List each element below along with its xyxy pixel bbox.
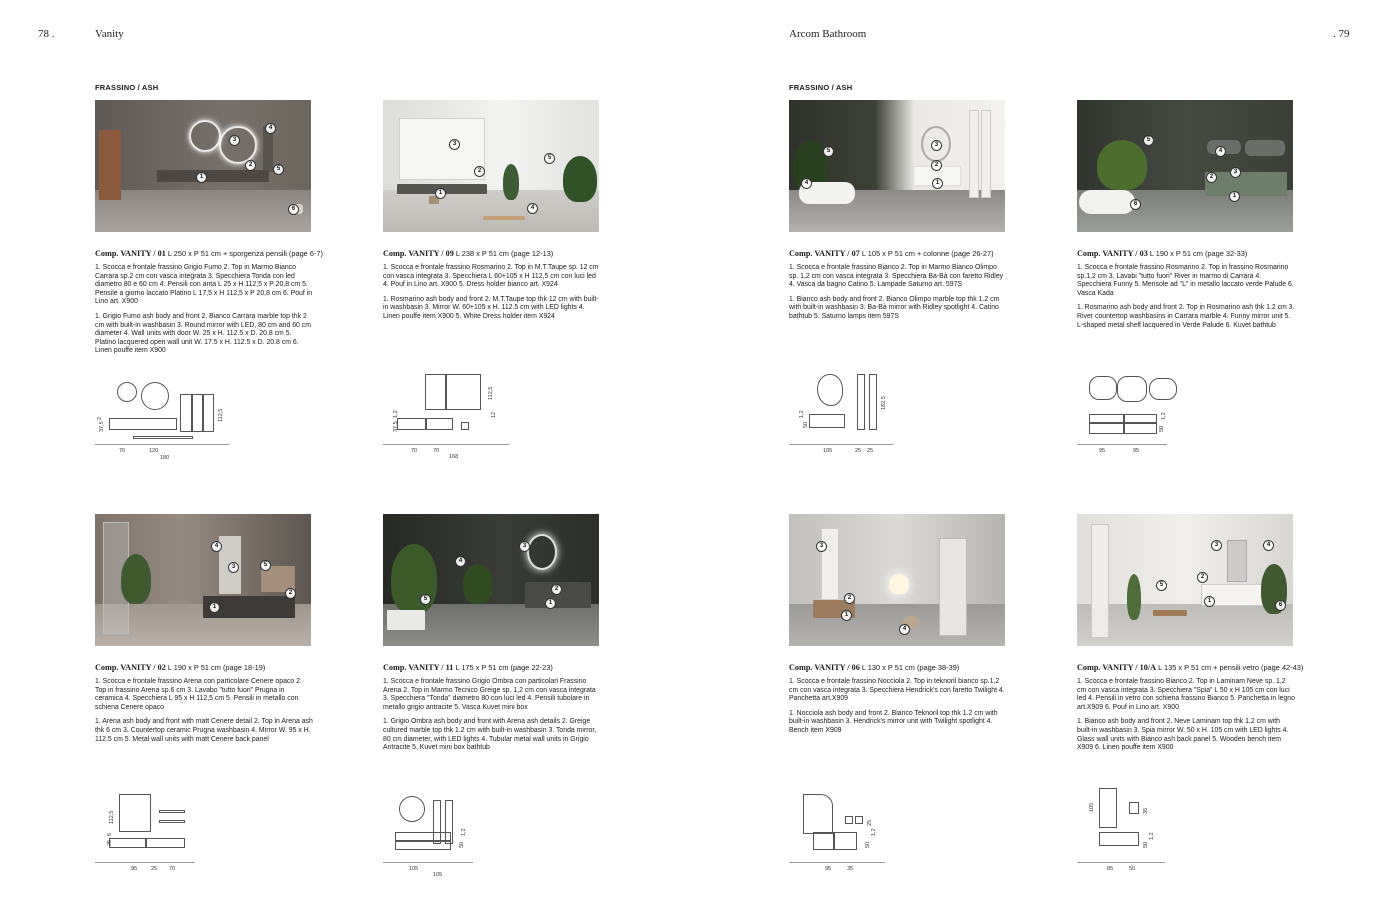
page-title-right: Arcom Bathroom — [789, 28, 867, 40]
description-english: 1. Bianco ash body and front 2. Neve Laminam top thk 1.2 cm with built-in washbasin 3. Spia mirror W. 50 x H. 105 cm with LED lights 4. Glass wall units with Bianco ash back panel 5. Wooden bench item X909 6. Linen pouffe item X900 — [1077, 718, 1289, 752]
composition-name: Comp. VANITY / 02 — [95, 663, 166, 672]
dimension-label: 1,2 — [393, 410, 399, 418]
marker-4: 4 — [899, 624, 910, 635]
marker-4: 4 — [455, 556, 466, 567]
dimension-label: 112,5 — [218, 408, 224, 422]
dimension-label: 6 — [107, 832, 113, 836]
marker-3: 3 — [931, 140, 942, 151]
composition-name: Comp. VANITY / 03 — [1077, 249, 1148, 258]
dimension-label: 112,5 — [488, 386, 494, 400]
dimension-label: 180 — [160, 455, 170, 461]
description-italian: 1. Scocca e frontale frassino Arena con particolare Cenere opaco 2. Top in frassino Arena sp.6 cm 3. Lavabo "tutto fuori" Prugna in ceramica 4. Specchiera L 95 x H 112,5 cm 5. Pensili in metallo con schiena Cenere opaco — [95, 678, 302, 711]
vanity-09-photo[interactable] — [383, 100, 599, 232]
marker-4: 4 — [1263, 540, 1274, 551]
dimension-label: 105 — [409, 866, 419, 872]
dimension-label: 50 — [1129, 866, 1136, 872]
dimension-label: 95 — [1099, 448, 1106, 454]
vanity-01-photo[interactable] — [95, 100, 311, 232]
description-italian: 1. Scocca e frontale frassino Bianco 2. Top in Laminam Neve sp. 1,2 cm con vasca integrata 3. Specchiera "Spia" L 50 x H 105 cm con luci led 4. Pensili in vetro con schiena frassino Bianco 5. Panchetta in legno art.X909 6. Pouf in Lino art. X900 — [1077, 678, 1295, 711]
composition-card-vanity-09 — [383, 100, 601, 322]
dimension-label: 1,2 — [1149, 832, 1155, 840]
vanity-10a-photo[interactable] — [1077, 514, 1293, 646]
dimension-label: 25 — [867, 448, 874, 454]
marker-4: 4 — [211, 541, 222, 552]
dimension-label: 95 — [825, 866, 832, 872]
marker-5: 5 — [1143, 135, 1154, 146]
section-label-left: FRASSINO / ASH — [95, 83, 159, 92]
composition-name: Comp. VANITY / 07 — [789, 249, 860, 258]
composition-card-vanity-06 — [789, 514, 1007, 736]
marker-3: 3 — [229, 135, 240, 146]
dimension-label: 1,2 — [799, 410, 805, 418]
dimension-label: 35 — [1143, 807, 1149, 814]
dimension-label: 50 — [1143, 841, 1149, 848]
vanity-11-technical-drawing — [383, 790, 543, 880]
dimension-label: 70 — [119, 448, 126, 454]
vanity-02-technical-drawing — [95, 790, 255, 880]
composition-title — [383, 663, 601, 672]
composition-title — [789, 249, 1007, 258]
composition-card-vanity-01 — [95, 100, 323, 356]
composition-dimensions: L 135 x P 51 cm + pensili vetro (page 42-43) — [1158, 663, 1304, 672]
composition-card-vanity-10a — [1077, 514, 1304, 753]
composition-dimensions: L 190 x P 51 cm (page 32-33) — [1149, 249, 1248, 258]
dimension-label: 50 — [1159, 425, 1165, 432]
dimension-label: 105 — [1089, 802, 1095, 812]
description-english: 1. Nocciola ash body and front 2. Bianco Teknoril top thk 1.2 cm with built-in washbasin 3. Hendrick's mirror unit with Twilight spotlight 4. Bench item X909 — [789, 709, 998, 734]
marker-1: 1 — [841, 610, 852, 621]
marker-2: 2 — [474, 166, 485, 177]
composition-name: Comp. VANITY / 09 — [383, 249, 454, 258]
dimension-label: 70 — [411, 448, 418, 454]
marker-1: 1 — [545, 598, 556, 609]
marker-6: 6 — [1275, 600, 1286, 611]
composition-card-vanity-07 — [789, 100, 1007, 322]
dimension-label: 70 — [433, 448, 440, 454]
page-title-left: Vanity — [95, 28, 124, 40]
marker-5: 5 — [544, 153, 555, 164]
composition-title — [789, 663, 1007, 672]
dimension-label: 50 — [803, 421, 809, 428]
composition-title — [383, 249, 601, 258]
marker-4: 4 — [801, 178, 812, 189]
dimension-label: 50 — [459, 841, 465, 848]
marker-5: 5 — [420, 594, 431, 605]
description-english: 1. Bianco ash body and front 2. Bianco Olimpo marble top thk 1.2 cm with built-in washbasin 3. Ba-Bà mirror with Ridley spotlight 4. Catino bathtub 5. Saturno lamps item 597S — [789, 295, 1000, 320]
description-italian: 1. Scocca e frontale frassino Grigio Fumo 2. Top in Marmo Bianco Carrara sp.2 cm con vasca integrata 3. Specchiera Tonda con led diametro 80 e 60 cm 4. Pensili con anta L 25 x H 112,5 x P 20,8 cm 5. Pensile a giorno laccato Platino L 17,5 x H 112,5 x P 20,8 cm 6. Pouf in Lino art. X900 — [95, 264, 313, 306]
dimension-label: 95 — [131, 866, 138, 872]
marker-4: 4 — [527, 203, 538, 214]
composition-card-vanity-11 — [383, 514, 601, 753]
dimension-label: 105 — [823, 448, 833, 454]
description-italian: 1. Scocca e frontale frassino Bianco 2. Top in Marmo Bianco Olimpo sp. 1,2 cm con vasca integrata 3. Specchiera Ba-Bà con faretto Ridley 4. Vasca da bagno Catino 5. Lampade Saturno art. 597S — [789, 264, 1004, 289]
vanity-11-photo[interactable] — [383, 514, 599, 646]
description-italian: 1. Scocca e frontale frassino Grigio Ombra con particolari Frassino Arena 2. Top in Marmo Tecnico Greige sp. 1,2 cm con vasca integrata 3. Specchiera "Tonda" diametro 80 con luci led 4. Pensili tubolare in metallo grigio antracite 5. Vasca Kuvet mini box — [383, 678, 596, 711]
dimension-label: 12 — [491, 411, 497, 418]
dimension-label: 25 — [855, 448, 862, 454]
marker-1: 1 — [209, 602, 220, 613]
description-english: 1. Grigio Fumo ash body and front 2. Bianco Carrara marble top thk 2 cm with built-in washbasin 3. Round mirror with LED, 80 cm and 60 cm diameter 4. Wall units with door W. 25 x H. 112.5 x D. 20.8 cm 5. Platino lacquered open wall unit W. 17.5 x H. 112.5 x D. 20.8 cm 6. Linen pouffe item X900 — [95, 312, 311, 355]
dimension-label: 50 — [865, 841, 871, 848]
dimension-label: 95 — [1133, 448, 1140, 454]
marker-2: 2 — [931, 160, 942, 171]
marker-3: 3 — [228, 562, 239, 573]
dimension-label: 182,5 — [881, 396, 887, 410]
dimension-label: 112,5 — [109, 810, 115, 824]
marker-3: 3 — [1230, 167, 1241, 178]
composition-title — [95, 249, 323, 258]
composition-dimensions: L 250 x P 51 cm + sporgenza pensili (page 6-7) — [167, 249, 323, 258]
composition-name: Comp. VANITY / 11 — [383, 663, 454, 672]
vanity-06-photo[interactable] — [789, 514, 1005, 646]
marker-3: 3 — [519, 541, 530, 552]
vanity-07-photo[interactable] — [789, 100, 1005, 232]
dimension-label: 70 — [169, 866, 176, 872]
marker-2: 2 — [844, 593, 855, 604]
marker-2: 2 — [245, 160, 256, 171]
dimension-label: 25 — [867, 819, 873, 826]
section-label-right: FRASSINO / ASH — [789, 83, 853, 92]
marker-3: 3 — [449, 139, 460, 150]
marker-1: 1 — [1229, 191, 1240, 202]
marker-3: 3 — [1211, 540, 1222, 551]
marker-2: 2 — [285, 588, 296, 599]
page-number-right: . 79 — [1333, 28, 1350, 40]
dimension-label: 2 — [97, 416, 103, 420]
composition-card-vanity-02 — [95, 514, 313, 744]
marker-1: 1 — [932, 178, 943, 189]
description-italian: 1. Scocca e frontale frassino Rosmarino 2. Top in M.T.Taupe sp. 12 cm con vasca integrata 3. Specchiera L 60+105 x H 112,5 cm con luci led 4. Pouf in Lino art. X900 5. Dress holder bianco art. X924 — [383, 264, 599, 289]
dimension-label: 1,2 — [871, 828, 877, 836]
marker-1: 1 — [435, 188, 446, 199]
composition-dimensions: L 130 x P 51 cm (page 38-39) — [861, 663, 960, 672]
dimension-label: 1,2 — [1161, 412, 1167, 420]
dimension-label: 168 — [449, 454, 459, 460]
vanity-03-photo[interactable] — [1077, 100, 1293, 232]
vanity-01-technical-drawing — [95, 378, 255, 468]
composition-dimensions: L 238 x P 51 cm (page 12-13) — [455, 249, 554, 258]
marker-6: 6 — [1130, 199, 1141, 210]
vanity-07-technical-drawing — [789, 370, 949, 460]
description-italian: 1. Scocca e frontale frassino Nocciola 2. Top in teknoril bianco sp.1,2 cm con vasca integrata 3. Specchiera Hendrick's con faretto Twilight 4. Panchetta art.X909 — [789, 678, 1005, 703]
composition-title — [1077, 249, 1295, 258]
dimension-label: 37,5 — [393, 421, 399, 432]
vanity-09-technical-drawing — [383, 370, 543, 460]
vanity-02-photo[interactable] — [95, 514, 311, 646]
description-english: 1. Arena ash body and front with matt Cenere detail 2. Top in Arena ash thk 6 cm 3. Countertop ceramic Prugna washbasin 4. Mirror W. 95 x H. 112.5 cm 5. Metal wall units with matt Cenere back panel — [95, 718, 313, 743]
page-number-left: 78 . — [38, 28, 55, 40]
marker-5: 5 — [273, 164, 284, 175]
marker-5: 5 — [823, 146, 834, 157]
marker-2: 2 — [1206, 172, 1217, 183]
dimension-label: 105 — [433, 872, 443, 878]
dimension-label: 120 — [149, 448, 159, 454]
dimension-label: 37,5 — [99, 421, 105, 432]
marker-4: 4 — [265, 123, 276, 134]
marker-1: 1 — [196, 172, 207, 183]
composition-name: Comp. VANITY / 06 — [789, 663, 860, 672]
marker-2: 2 — [551, 584, 562, 595]
composition-dimensions: L 175 x P 51 cm (page 22-23) — [455, 663, 553, 672]
composition-title — [1077, 663, 1304, 672]
vanity-03-technical-drawing — [1077, 370, 1237, 460]
dimension-label: 25 — [151, 866, 158, 872]
vanity-10a-technical-drawing — [1077, 784, 1237, 874]
marker-4: 4 — [1215, 146, 1226, 157]
description-english: 1. Rosmarino ash body and front 2. Top in Rosmarino ash thk 1.2 cm 3. River countertop washbasins in Carrara marble 4. Funny mirror unit 5. L-shaped metal shelf lacquered in Verde Palude 6. Kuvet bathtub — [1077, 304, 1295, 329]
composition-title — [95, 663, 313, 672]
composition-card-vanity-03 — [1077, 100, 1295, 330]
marker-3: 3 — [816, 541, 827, 552]
marker-2: 2 — [1197, 572, 1208, 583]
composition-dimensions: L 190 x P 51 cm (page 18-19) — [167, 663, 266, 672]
marker-6: 6 — [288, 204, 299, 215]
marker-1: 1 — [1204, 596, 1215, 607]
description-english: 1. Grigio Ombra ash body and front with Arena ash details 2. Greige cultured marble top thk 1.2 cm with built-in washbasin 3. Tonda mirror, 80 cm diameter, with LED lights 4. Tubular metal wall units in Grigio Antracite 5. Kuvet mini box bathtub — [383, 718, 597, 752]
vanity-06-technical-drawing — [789, 790, 949, 880]
description-english: 1. Rosmarino ash body and front 2. M.T.Taupe top thk 12 cm with built-in washbasin 3. Mirror W. 60+105 x H. 112.5 cm with LED lights 4. Linen pouffe item X900 5. White Dress holder item X924 — [383, 295, 599, 320]
dimension-label: 25 — [107, 839, 113, 846]
dimension-label: 35 — [847, 866, 854, 872]
dimension-label: 85 — [1107, 866, 1114, 872]
composition-dimensions: L 105 x P 51 cm + colonne (page 26-27) — [861, 249, 994, 258]
description-italian: 1. Scocca e frontale frassino Rosmarino 2. Top in frassino Rosmarino sp.1,2 cm 3. Lavabi "tutto fuori" River in marmo di Carrara 4. Specchiera Funny 5. Mensole ad "L" in metallo laccato verde Palude 6. Vasca Kada — [1077, 264, 1294, 297]
marker-5: 5 — [260, 560, 271, 571]
composition-name: Comp. VANITY / 01 — [95, 249, 166, 258]
composition-name: Comp. VANITY / 10/A — [1077, 663, 1157, 672]
marker-5: 5 — [1156, 580, 1167, 591]
dimension-label: 1,2 — [461, 828, 467, 836]
